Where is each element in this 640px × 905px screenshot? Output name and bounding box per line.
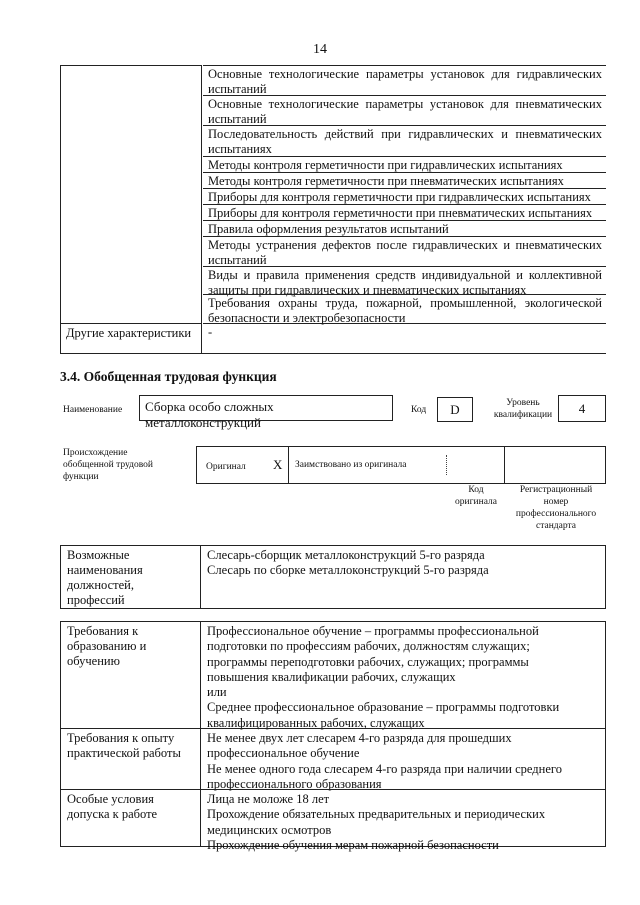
origin-divider — [288, 447, 289, 484]
section-title: 3.4. Обобщенная трудовая функция — [60, 369, 277, 384]
other-characteristics-label: Другие характеристики — [61, 323, 202, 354]
knowledge-row: Правила оформления результатов испытаний — [203, 220, 606, 236]
code-label: Код — [411, 405, 427, 415]
experience-label — [61, 729, 201, 763]
origin-label-line: функции — [63, 472, 99, 482]
reg-caption-line: стандарта — [536, 521, 576, 531]
origin-divider — [504, 447, 505, 484]
requirements-table — [60, 621, 606, 852]
level-label — [488, 397, 558, 421]
knowledge-row: Последовательность действий при гидравлических и пневматических испытаниях — [203, 125, 606, 156]
code-origin-caption-line: Код — [468, 485, 484, 495]
experience-label-line: практической работы — [67, 746, 181, 760]
experience-requirements — [201, 729, 605, 794]
education-line: Среднее профессиональное образование – программы подготовки — [207, 700, 560, 715]
registration-number-caption — [506, 484, 606, 532]
education-line: или — [207, 685, 227, 700]
education-line: повышения квалификации рабочих, служащих — [207, 669, 456, 684]
origin-label-line: Происхождение — [63, 448, 128, 458]
experience-line: профессиональное обучение — [207, 746, 360, 761]
borrowed-label: Заимствовано из оригинала — [295, 460, 407, 470]
education-line: подготовки по профессиям рабочих, должностям служащих; — [207, 639, 530, 654]
positions-label-line: профессий — [67, 593, 125, 607]
code-origin-caption — [446, 484, 506, 508]
knowledge-row: Основные технологические параметры установок для гидравлических испытаний — [203, 65, 606, 95]
level-label-line: квалификации — [493, 410, 553, 420]
function-name-box: Сборка особо сложных металлоконструкций — [139, 395, 393, 421]
original-mark: X — [273, 457, 283, 472]
origin-divider — [196, 447, 197, 484]
origin-label-line: обобщенной трудовой — [63, 460, 153, 470]
original-label: Оригинал — [206, 462, 246, 472]
education-line: квалифицированных рабочих, служащих — [207, 715, 425, 730]
conditions-label-line: Особые условия — [67, 792, 154, 806]
education-line: программы переподготовки рабочих, служащих; программы — [207, 654, 529, 669]
knowledge-row: Методы контроля герметичности при пневматических испытаниях — [203, 172, 606, 188]
experience-line: Не менее одного года слесарем 4-го разряда при наличии среднего — [207, 761, 562, 776]
position-title: Слесарь-сборщик металлоконструкций 5-го разряда — [207, 548, 485, 562]
page-number: 14 — [313, 42, 327, 57]
other-characteristics-value: - — [203, 323, 606, 354]
knowledge-row: Требования охраны труда, пожарной, промышленной, экологической безопасности и электробезопасности — [203, 294, 606, 323]
condition-line: медицинских осмотров — [207, 822, 332, 837]
level-label-line: Уровень — [506, 398, 540, 408]
education-requirements — [201, 622, 605, 733]
education-label-line: обучению — [67, 654, 120, 668]
knowledge-label-cell — [61, 65, 202, 323]
position-title: Слесарь по сборке металлоконструкций 5-го разряда — [207, 563, 489, 578]
experience-label-line: Требования к опыту — [67, 731, 175, 745]
condition-line: Прохождение обучения мерам пожарной безопасности — [207, 837, 499, 852]
knowledge-row: Основные технологические параметры установок для пневматических испытаний — [203, 95, 606, 125]
name-label: Наименование — [63, 405, 123, 415]
positions-label-line: должностей, — [67, 578, 134, 592]
condition-line: Прохождение обязательных предварительных и периодических — [207, 807, 546, 822]
positions-table — [60, 545, 606, 609]
knowledge-row: Виды и правила применения средств индивидуальной и коллективной защиты при гидравлических и пневматических испытаниях — [203, 266, 606, 294]
experience-line: профессионального образования — [207, 776, 382, 791]
reg-caption-line: номер — [543, 497, 569, 507]
knowledge-row: Методы контроля герметичности при гидравлических испытаниях — [203, 156, 606, 172]
knowledge-table — [60, 65, 606, 354]
qualification-level-box: 4 — [558, 395, 606, 422]
positions-label — [61, 546, 201, 608]
reg-caption-line: Регистрационный — [519, 485, 593, 495]
positions-label-line: Возможные — [67, 548, 130, 562]
positions-label-line: наименования — [67, 563, 143, 577]
origin-divider — [446, 455, 447, 475]
experience-line: Не менее двух лет слесарем 4-го разряда для прошедших — [207, 731, 512, 745]
education-line: Профессиональное обучение – программы профессиональной — [207, 624, 539, 638]
admission-conditions — [201, 790, 605, 855]
conditions-label-line: допуска к работе — [67, 807, 158, 821]
education-label-line: образованию и — [67, 639, 147, 653]
admission-conditions-label — [61, 790, 201, 824]
code-origin-caption-line: оригинала — [455, 497, 497, 507]
reg-caption-line: профессионального — [515, 509, 597, 519]
origin-label — [63, 447, 153, 483]
education-label — [61, 622, 201, 671]
knowledge-row: Методы устранения дефектов после гидравлических и пневматических испытаний — [203, 236, 606, 266]
condition-line: Лица не моложе 18 лет — [207, 792, 330, 806]
education-label-line: Требования к — [67, 624, 139, 638]
function-code-box: D — [437, 397, 473, 422]
knowledge-row: Приборы для контроля герметичности при пневматических испытаниях — [203, 204, 606, 220]
positions-values — [201, 546, 605, 581]
knowledge-row: Приборы для контроля герметичности при гидравлических испытаниях — [203, 188, 606, 204]
